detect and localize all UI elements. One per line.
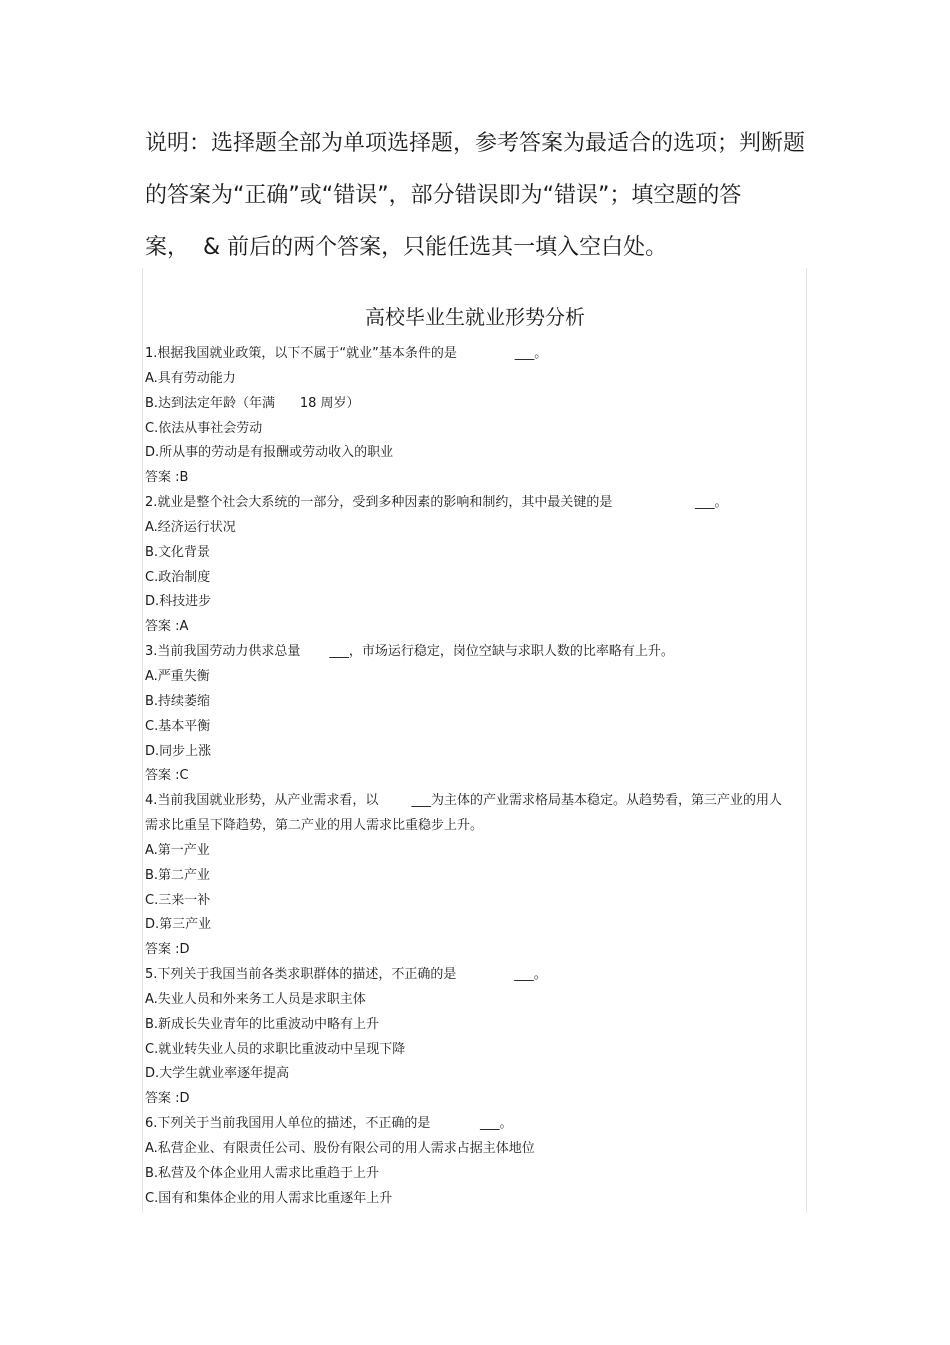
question-stem: 4.当前我国就业形势，从产业需求看，以 ___为主体的产业需求格局基本稳定。从趋势看，第三产业的用人需求比重呈下降趋势，第二产业的用人需求比重稳步上升。 [145, 793, 782, 834]
page-border-left [142, 268, 143, 1213]
option: B.第二产业 [145, 867, 211, 883]
instructions-line: 案， & 前后的两个答案，只能任选其一填入空白处。 [145, 235, 668, 260]
answer: 答案 :A [145, 619, 189, 635]
instructions [145, 118, 806, 274]
option: D.大学生就业率逐年提高 [145, 1066, 290, 1082]
option: B.达到法定年龄（年满 18 周岁） [145, 395, 360, 411]
question-stem: 5.下列关于我国当前各类求职群体的描述，不正确的是 ___。 [145, 967, 547, 983]
instructions-line: 说明：选择题全部为单项选择题，参考答案为最适合的选项；判断题 [145, 131, 806, 156]
option: A.失业人员和外来务工人员是求职主体 [145, 991, 366, 1007]
option: D.第三产业 [145, 917, 212, 933]
document-title: 高校毕业生就业形势分析 [365, 305, 585, 329]
option: B.文化背景 [145, 544, 211, 560]
option: B.私营及个体企业用人需求比重趋于上升 [145, 1165, 380, 1181]
option: A.第一产业 [145, 842, 210, 858]
answer: 答案 :B [145, 470, 189, 486]
option: A.具有劳动能力 [145, 370, 236, 386]
option: A.私营企业、有限责任公司、股份有限公司的用人需求占据主体地位 [145, 1141, 535, 1156]
option: A.严重失衡 [145, 668, 210, 684]
option: C.依法从事社会劳动 [145, 420, 263, 436]
answer: 答案 :D [145, 942, 190, 958]
answer: 答案 :D [145, 1091, 190, 1107]
option: B.新成长失业青年的比重波动中略有上升 [145, 1016, 380, 1032]
option: C.基本平衡 [145, 718, 211, 734]
option: D.所从事的劳动是有报酬或劳动收入的职业 [145, 445, 394, 461]
option: B.持续萎缩 [145, 693, 211, 709]
option: C.三来一补 [145, 892, 211, 908]
instructions-line: 的答案为“正确”或“错误”，部分错误即为“错误”；填空题的答 [145, 183, 742, 208]
page-border-right [806, 268, 807, 1213]
question-stem: 3.当前我国劳动力供求总量 ___，市场运行稳定，岗位空缺与求职人数的比率略有上升。 [145, 644, 674, 660]
answer: 答案 :C [145, 768, 189, 784]
question-stem: 1.根据我国就业政策，以下不属于“就业”基本条件的是 ___。 [145, 346, 548, 361]
option: C.政治制度 [145, 569, 211, 585]
question-stem: 2.就业是整个社会大系统的一部分，受到多种因素的影响和制约，其中最关键的是 ___。 [145, 495, 728, 511]
option: C.国有和集体企业的用人需求比重逐年上升 [145, 1190, 393, 1206]
option: D.同步上涨 [145, 743, 212, 759]
option: A.经济运行状况 [145, 519, 236, 535]
option: C.就业转失业人员的求职比重波动中呈现下降 [145, 1041, 406, 1057]
question-stem: 6.下列关于当前我国用人单位的描述，不正确的是 ___。 [145, 1116, 513, 1132]
question-list [145, 342, 785, 1212]
option: D.科技进步 [145, 594, 212, 610]
